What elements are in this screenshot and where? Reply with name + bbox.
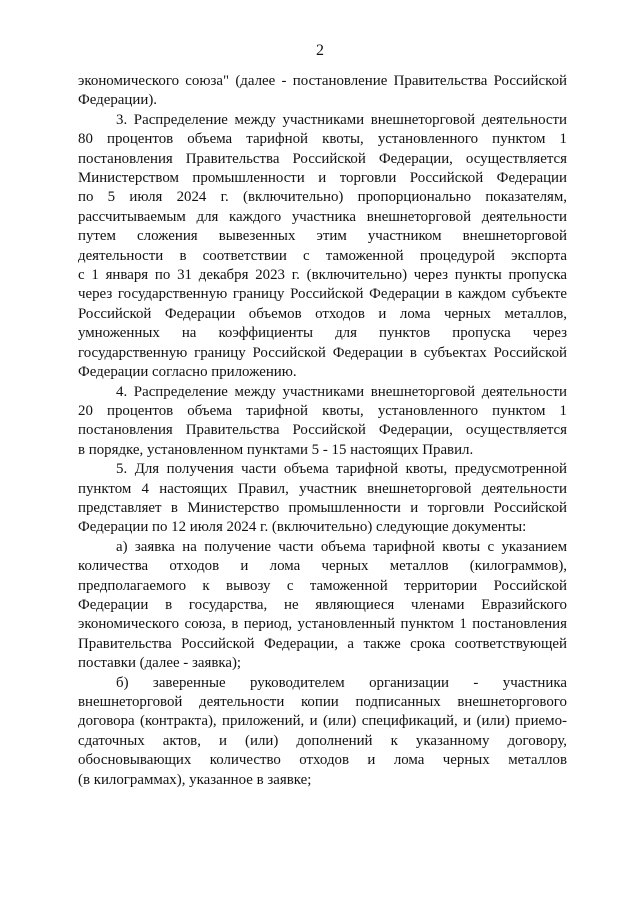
text-line: 80 процентов объема тарифной квоты, установленного пунктом 1 (78, 131, 567, 148)
text-line: умноженных на коэффициенты для пунктов пропуска через (78, 325, 567, 342)
text-line: по 5 июля 2024 г. (включительно) пропорционально показателям, (78, 189, 567, 206)
text-line: количества отходов и лома черных металлов (килограммов), (78, 558, 567, 575)
text-line: через государственную границу Российской Федерации в каждом субъекте (78, 286, 567, 303)
text-line: постановления Правительства Российской Федерации, осуществляется (78, 422, 567, 439)
text-line: постановления Правительства Российской Федерации, осуществляется (78, 150, 567, 167)
paragraph-5-start: 5. Для получения части объема тарифной квоты, предусмотренной (116, 461, 567, 478)
text-line: экономического союза, в период, установленный пунктом 1 постановления (78, 616, 567, 633)
paragraph-3-start: 3. Распределение между участниками внешнеторговой деятельности (116, 111, 567, 128)
subitem-a-start: а) заявка на получение части объема тарифной квоты с указанием (116, 538, 567, 555)
text-line: сдаточных актов, и (или) дополнений к указанному договору, (78, 732, 567, 749)
text-line: обосновывающих количество отходов и лома черных металлов (78, 752, 567, 769)
text-line: Федерации в государства, не являющиеся членами Евразийского (78, 596, 567, 613)
text-line: деятельности в соответствии с таможенной процедурой экспорта (78, 247, 567, 264)
text-line: Федерации). (78, 92, 158, 109)
text-line: в порядке, установленном пунктами 5 - 15 настоящих Правил. (78, 441, 474, 458)
text-line: Федерации согласно приложению. (78, 364, 297, 381)
text-line: экономического союза" (далее - постановление Правительства Российской (78, 73, 567, 89)
text-line: путем сложения вывезенных этим участником внешнеторговой (78, 228, 567, 245)
text-line: поставки (далее - заявка); (78, 655, 242, 672)
text-line: Федерации по 12 июля 2024 г. (включительно) следующие документы: (78, 519, 527, 536)
text-line: Правительства Российской Федерации, а также срока соответствующей (78, 635, 567, 652)
text-line: представляет в Министерство промышленности и торговли Российской (78, 499, 567, 516)
subitem-b-start: б) заверенные руководителем организации - участника (116, 674, 567, 691)
text-line: государственную границу Российской Федерации в субъектах Российской (78, 344, 567, 361)
text-line: договора (контракта), приложений, и (или) спецификаций, и (или) приемо- (78, 713, 567, 730)
text-line: предполагаемого к вывозу с таможенной территории Российской (78, 577, 567, 594)
document-body (78, 72, 567, 790)
text-line: 20 процентов объема тарифной квоты, установленного пунктом 1 (78, 402, 567, 419)
text-line: Министерством промышленности и торговли Российской Федерации (78, 170, 567, 187)
text-line: внешнеторговой деятельности копии подписанных внешнеторгового (78, 694, 567, 710)
paragraph-4-start: 4. Распределение между участниками внешнеторговой деятельности (116, 383, 567, 400)
text-line: (в килограммах), указанное в заявке; (78, 771, 312, 788)
text-line: рассчитываемым для каждого участника внешнеторговой деятельности (78, 208, 567, 225)
text-line: Российской Федерации объемов отходов и лома черных металлов, (78, 305, 567, 322)
text-line: с 1 января по 31 декабря 2023 г. (включительно) через пункты пропуска (78, 267, 567, 284)
page-number: 2 (316, 42, 324, 59)
text-line: пунктом 4 настоящих Правил, участник внешнеторговой деятельности (78, 480, 567, 497)
